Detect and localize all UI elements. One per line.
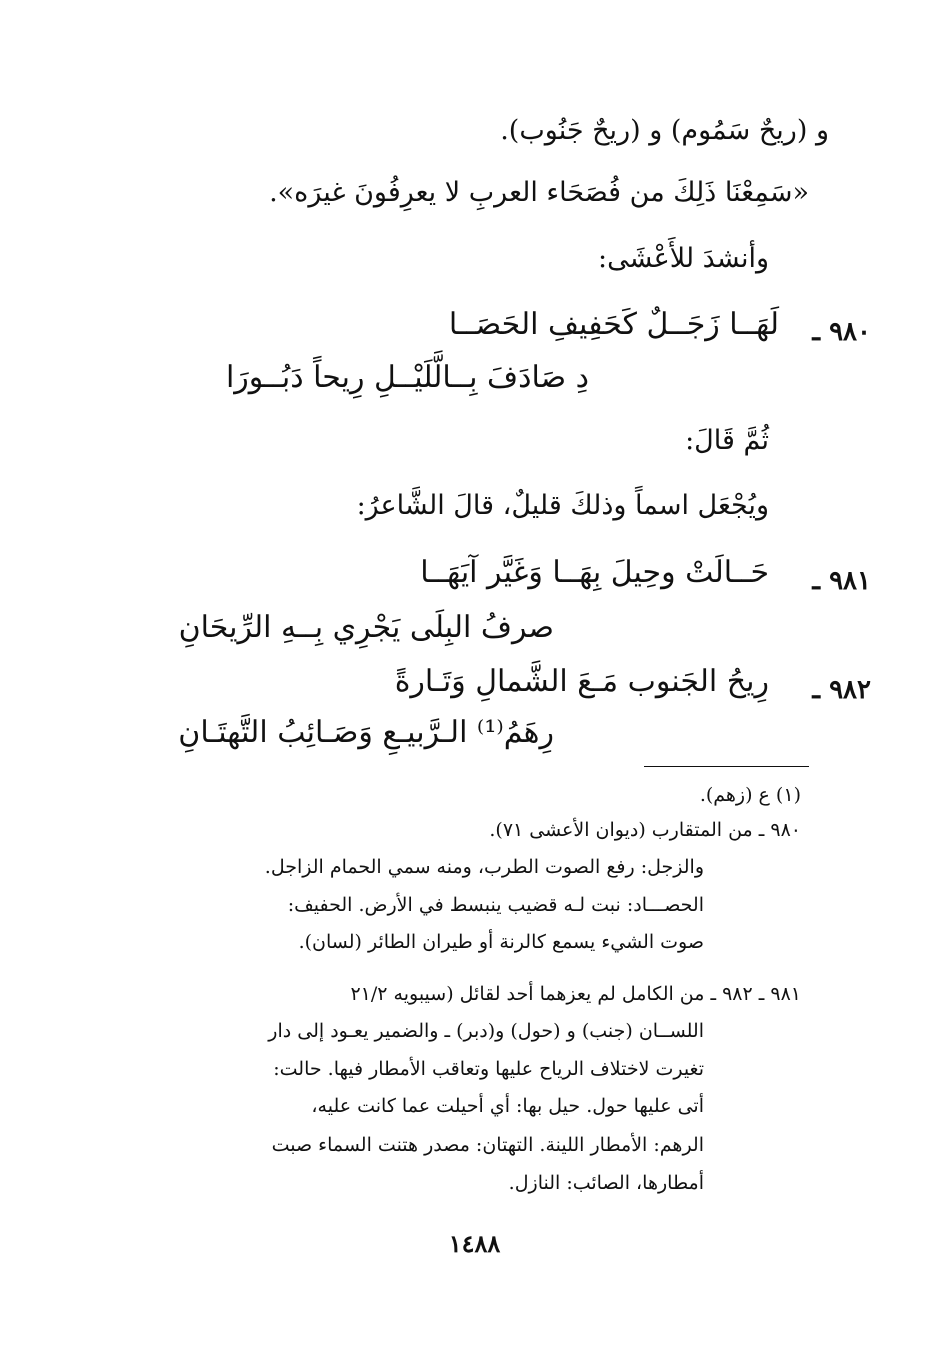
footnote-line: صوت الشيء يسمع كالرنة أو طيران الطائر (لسان). [298, 931, 704, 953]
verse-second-hemistich: صرفُ البِلَى يَجْرِي بِــهِ الرِّيحَانِ [178, 610, 554, 645]
footnote-line: اللســان (جنب) و (حول) و(دبر) ـ والضمير يعـود إلى دار [268, 1020, 704, 1042]
body-line: وأنشدَ للأَعْشَى: [597, 243, 769, 274]
body-line: ويُجْعَل اسماً وذلكَ قليلٌ، قالَ الشَّاعرُ: [356, 490, 769, 521]
footnote-line: ٩٨٠ ـ من المتقارب (ديوان الأعشى ٧١). [489, 819, 801, 841]
body-line: «سَمِعْنَا ذَلِكَ من فُصَحَاء العربِ لا يعرِفُونَ غيرَه». [269, 177, 809, 208]
verse-number: ٩٨١ ـ [812, 566, 871, 596]
footnote-line: أمطارها، الصائب: النازل. [508, 1172, 704, 1194]
footnote-line: الرهم: الأمطار اللينة. التهتان: مصدر هتنت السماء صبت [271, 1134, 704, 1156]
footnote-line: أتى عليها حول. حيل بها: أي أحيلت عما كانت عليه، [311, 1095, 704, 1117]
verse-second-hemistich: رِهَمُ⁽¹⁾ الـرَّبيـعِ وَصَـائِبُ التَّهتَـانِ [178, 715, 554, 750]
footnote-line: والزجل: رفع الصوت الطرب، ومنه سمي الحمام الزاجل. [264, 856, 704, 878]
footnote-line: تغيرت لاختلاف الرياح عليها وتعاقب الأمطار فيها. حالت: [273, 1058, 704, 1080]
footnote-line: ٩٨١ ـ ٩٨٢ ـ من الكامل لم يعزهما أحد لقائل (سيبويه ٢١/٢ [350, 983, 801, 1005]
footnote-separator [644, 766, 809, 767]
verse-first-hemistich: حَــالَتْ وحِيلَ بِهَــا وَغَيَّر آيَهَــا [420, 555, 769, 590]
verse-number: ٩٨٢ ـ [812, 675, 871, 705]
footnote-line: (١) ع (زهم). [699, 784, 801, 806]
footnote-line: الحصـــاد: نبت لـه قضيب ينبسط في الأرض. الحفيف: [287, 894, 704, 916]
body-line: ثُمَّ قَالَ: [685, 425, 769, 456]
page-number: ١٤٨٨ [448, 1229, 501, 1258]
verse-first-hemistich: لَهَــا زَجَــلٌ كَحَفِيفِ الحَصَــا [448, 307, 779, 342]
verse-second-hemistich: دِ صَادَفَ بِــالَّلَيْــلِ رِيحاً دَبُــورَا [225, 360, 589, 395]
verse-number: ٩٨٠ ـ [812, 317, 871, 347]
verse-first-hemistich: رِيحُ الجَنوب مَـعَ الشَّمالِ وَتَـارةً [394, 664, 769, 699]
body-line: و (ريحٌ سَمُوم) و (ريحٌ جَنُوب). [500, 115, 829, 146]
